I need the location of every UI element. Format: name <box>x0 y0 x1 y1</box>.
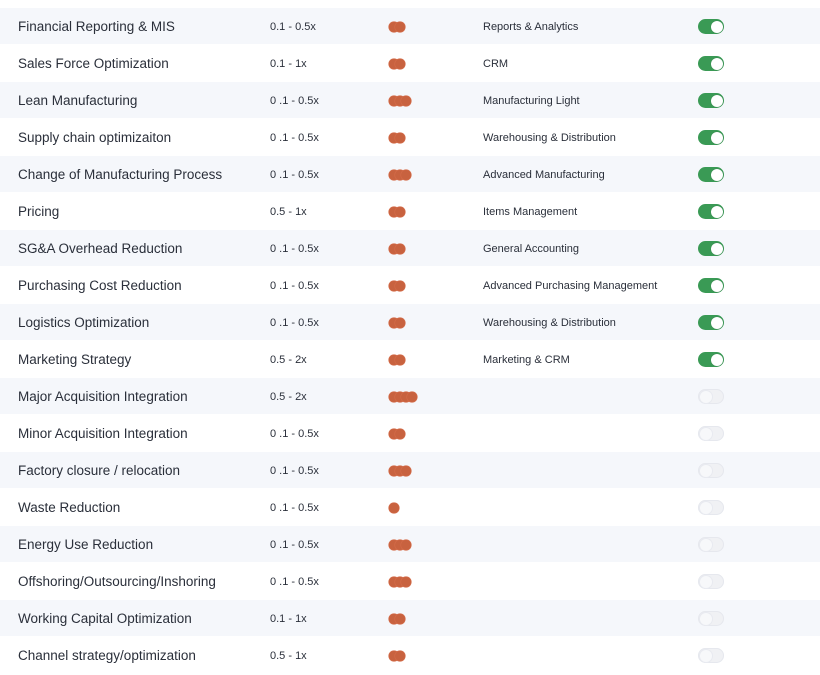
initiative-name: Energy Use Reduction <box>18 537 154 552</box>
complexity-dot <box>407 392 417 402</box>
complexity-dot <box>395 59 405 69</box>
module-name: Warehousing & Distribution <box>483 131 616 144</box>
toggle-cell <box>698 82 724 119</box>
enable-toggle-on[interactable] <box>698 130 724 145</box>
module-name: Items Management <box>483 205 578 218</box>
initiative-name: Minor Acquisition Integration <box>18 426 188 441</box>
complexity-dot <box>401 466 411 476</box>
complexity-dot <box>395 133 405 143</box>
initiative-name: Purchasing Cost Reduction <box>18 278 182 293</box>
complexity-dot <box>395 281 405 291</box>
enable-toggle-off[interactable] <box>698 648 724 663</box>
table-row <box>0 415 820 452</box>
toggle-knob <box>711 206 723 218</box>
toggle-cell <box>698 193 724 230</box>
initiative-name: Waste Reduction <box>18 500 121 515</box>
toggle-cell <box>698 156 724 193</box>
enable-toggle-on[interactable] <box>698 93 724 108</box>
impact-range: 0.5 - 1x <box>270 205 307 218</box>
toggle-knob <box>711 354 723 366</box>
impact-range: 0 .1 - 0.5x <box>270 501 319 514</box>
complexity-dot <box>395 207 405 217</box>
toggle-cell <box>698 452 724 489</box>
toggle-cell <box>698 526 724 563</box>
complexity-dot <box>395 22 405 32</box>
complexity-dots <box>389 82 407 119</box>
module-name: Advanced Manufacturing <box>483 168 605 181</box>
initiative-name: Marketing Strategy <box>18 352 132 367</box>
complexity-dot <box>395 614 405 624</box>
complexity-dots <box>389 637 401 674</box>
toggle-knob <box>711 132 723 144</box>
initiative-name: Channel strategy/optimization <box>18 648 196 663</box>
enable-toggle-off[interactable] <box>698 611 724 626</box>
impact-range: 0 .1 - 0.5x <box>270 279 319 292</box>
impact-range: 0 .1 - 0.5x <box>270 575 319 588</box>
toggle-knob <box>700 428 712 440</box>
initiative-name: Factory closure / relocation <box>18 463 181 478</box>
toggle-knob <box>711 21 723 33</box>
toggle-cell <box>698 489 724 526</box>
impact-range: 0.1 - 0.5x <box>270 20 316 33</box>
enable-toggle-on[interactable] <box>698 315 724 330</box>
table-row <box>0 45 820 82</box>
initiative-name: Working Capital Optimization <box>18 611 192 626</box>
initiatives-table <box>0 8 820 674</box>
complexity-dots <box>389 563 407 600</box>
initiative-name: Pricing <box>18 204 60 219</box>
complexity-dots <box>389 489 395 526</box>
enable-toggle-off[interactable] <box>698 389 724 404</box>
toggle-cell <box>698 415 724 452</box>
toggle-knob <box>700 613 712 625</box>
module-name: Manufacturing Light <box>483 94 580 107</box>
complexity-dots <box>389 341 401 378</box>
table-row <box>0 563 820 600</box>
toggle-cell <box>698 304 724 341</box>
impact-range: 0 .1 - 0.5x <box>270 242 319 255</box>
toggle-cell <box>698 563 724 600</box>
toggle-cell <box>698 267 724 304</box>
table-row <box>0 378 820 415</box>
enable-toggle-off[interactable] <box>698 574 724 589</box>
impact-range: 0 .1 - 0.5x <box>270 464 319 477</box>
table-row <box>0 267 820 304</box>
table-row <box>0 489 820 526</box>
module-name: CRM <box>483 57 509 70</box>
toggle-knob <box>700 391 712 403</box>
impact-range: 0 .1 - 0.5x <box>270 427 319 440</box>
table-row <box>0 341 820 378</box>
impact-range: 0 .1 - 0.5x <box>270 131 319 144</box>
complexity-dot <box>395 651 405 661</box>
complexity-dots <box>389 230 401 267</box>
complexity-dots <box>389 378 413 415</box>
toggle-knob <box>711 280 723 292</box>
enable-toggle-on[interactable] <box>698 278 724 293</box>
enable-toggle-on[interactable] <box>698 19 724 34</box>
initiative-name: Change of Manufacturing Process <box>18 167 223 182</box>
table-row <box>0 193 820 230</box>
toggle-knob <box>700 502 712 514</box>
initiative-name: Financial Reporting & MIS <box>18 19 175 34</box>
table-row <box>0 82 820 119</box>
table-row <box>0 119 820 156</box>
impact-range: 0.5 - 2x <box>270 390 307 403</box>
module-name: Advanced Purchasing Management <box>483 279 658 292</box>
complexity-dot <box>395 355 405 365</box>
enable-toggle-off[interactable] <box>698 463 724 478</box>
complexity-dot <box>395 244 405 254</box>
toggle-knob <box>711 58 723 70</box>
module-name: Warehousing & Distribution <box>483 316 616 329</box>
module-name: Reports & Analytics <box>483 20 579 33</box>
initiative-name: Sales Force Optimization <box>18 56 169 71</box>
initiative-name: Offshoring/Outsourcing/Inshoring <box>18 574 216 589</box>
module-name: General Accounting <box>483 242 580 255</box>
toggle-cell <box>698 8 724 45</box>
complexity-dots <box>389 304 401 341</box>
initiative-name: Supply chain optimizaiton <box>18 130 172 145</box>
table-row <box>0 304 820 341</box>
initiative-name: SG&A Overhead Reduction <box>18 241 183 256</box>
complexity-dots <box>389 119 401 156</box>
initiative-name: Major Acquisition Integration <box>18 389 188 404</box>
complexity-dots <box>389 193 401 230</box>
toggle-knob <box>700 650 712 662</box>
enable-toggle-on[interactable] <box>698 241 724 256</box>
enable-toggle-on[interactable] <box>698 204 724 219</box>
impact-range: 0 .1 - 0.5x <box>270 94 319 107</box>
table-row <box>0 230 820 267</box>
enable-toggle-on[interactable] <box>698 352 724 367</box>
toggle-knob <box>711 243 723 255</box>
toggle-knob <box>711 317 723 329</box>
complexity-dot <box>401 170 411 180</box>
toggle-cell <box>698 45 724 82</box>
impact-range: 0 .1 - 0.5x <box>270 316 319 329</box>
enable-toggle-off[interactable] <box>698 426 724 441</box>
toggle-cell <box>698 637 724 674</box>
complexity-dot <box>401 540 411 550</box>
complexity-dot <box>395 429 405 439</box>
impact-range: 0 .1 - 0.5x <box>270 168 319 181</box>
toggle-knob <box>700 539 712 551</box>
table-row <box>0 637 820 674</box>
complexity-dot <box>395 318 405 328</box>
table-row <box>0 8 820 45</box>
toggle-knob <box>700 576 712 588</box>
table-row <box>0 526 820 563</box>
toggle-knob <box>711 95 723 107</box>
enable-toggle-off[interactable] <box>698 500 724 515</box>
complexity-dots <box>389 415 401 452</box>
complexity-dot <box>401 96 411 106</box>
initiative-name: Logistics Optimization <box>18 315 150 330</box>
complexity-dot <box>389 503 399 513</box>
toggle-cell <box>698 230 724 267</box>
impact-range: 0.1 - 1x <box>270 57 307 70</box>
toggle-cell <box>698 341 724 378</box>
enable-toggle-off[interactable] <box>698 537 724 552</box>
impact-range: 0.1 - 1x <box>270 612 307 625</box>
complexity-dots <box>389 600 401 637</box>
complexity-dots <box>389 8 401 45</box>
table-row <box>0 600 820 637</box>
complexity-dots <box>389 452 407 489</box>
toggle-knob <box>700 465 712 477</box>
complexity-dot <box>401 577 411 587</box>
complexity-dots <box>389 267 401 304</box>
impact-range: 0.5 - 2x <box>270 353 307 366</box>
toggle-cell <box>698 119 724 156</box>
toggle-knob <box>711 169 723 181</box>
toggle-cell <box>698 600 724 637</box>
complexity-dots <box>389 45 401 82</box>
table-row <box>0 156 820 193</box>
toggle-cell <box>698 378 724 415</box>
module-name: Marketing & CRM <box>483 353 570 366</box>
table-row <box>0 452 820 489</box>
impact-range: 0.5 - 1x <box>270 649 307 662</box>
enable-toggle-on[interactable] <box>698 56 724 71</box>
impact-range: 0 .1 - 0.5x <box>270 538 319 551</box>
enable-toggle-on[interactable] <box>698 167 724 182</box>
initiative-name: Lean Manufacturing <box>18 93 138 108</box>
complexity-dots <box>389 526 407 563</box>
complexity-dots <box>389 156 407 193</box>
